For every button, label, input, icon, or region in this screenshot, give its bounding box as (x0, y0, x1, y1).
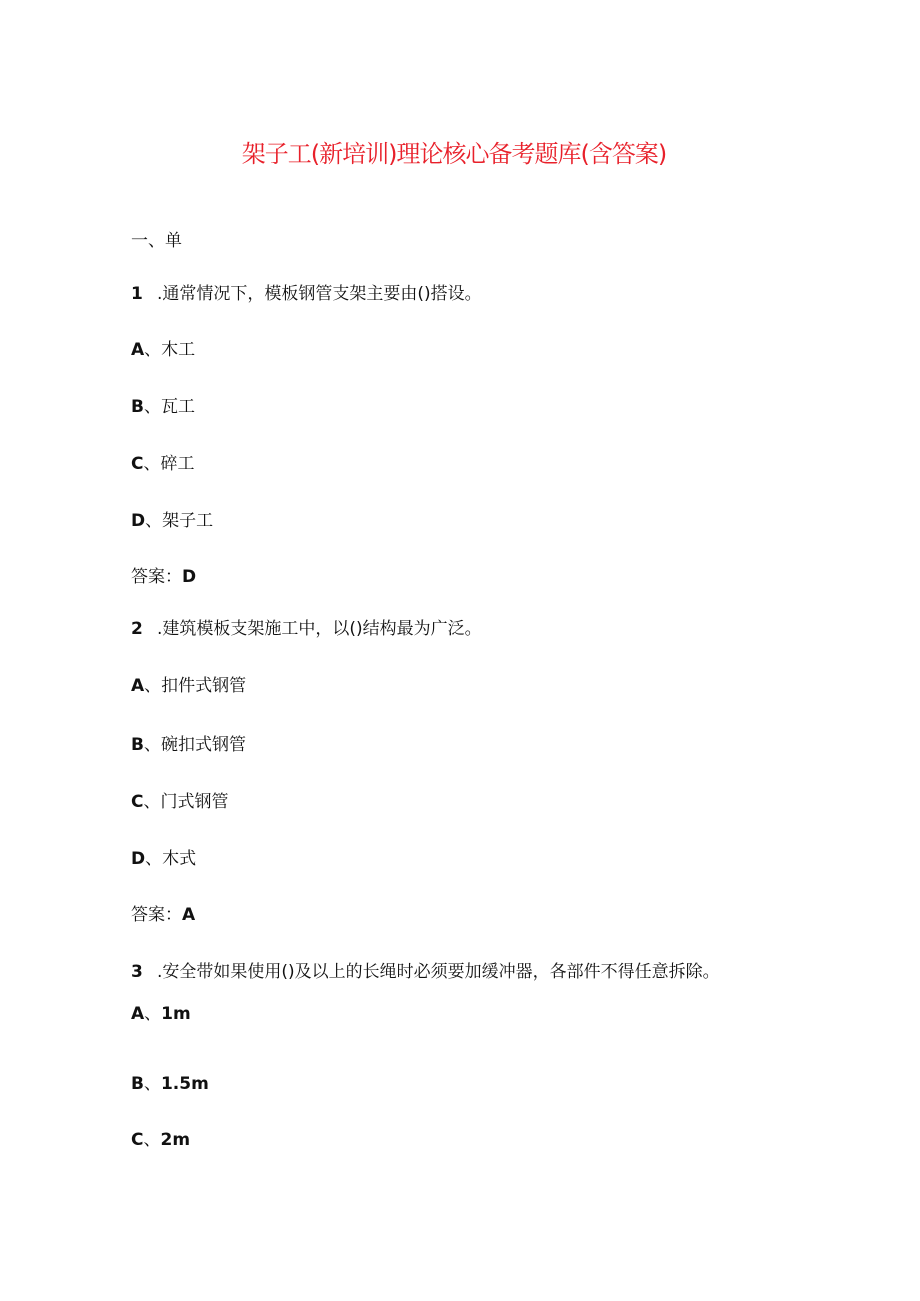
option-text: 门式钢管 (160, 792, 229, 812)
question-2 (131, 617, 482, 641)
option-letter: A (131, 1004, 145, 1024)
option-letter: C (131, 454, 144, 474)
option-text: 碎工 (160, 454, 195, 474)
option-separator: 、 (145, 511, 163, 531)
q1-option-c (131, 452, 194, 476)
q1-option-a (131, 338, 195, 362)
q2-option-a (131, 674, 246, 698)
document-title: 架子工(新培训)理论核心备考题库(含答案) (241, 140, 667, 168)
option-separator: 、 (143, 792, 161, 812)
option-text: 1.5m (160, 1074, 209, 1094)
question-number: 3 (131, 962, 143, 982)
option-text: 木式 (162, 849, 197, 869)
question-1 (131, 282, 482, 306)
option-text: 2m (160, 1130, 191, 1150)
option-text: 瓦工 (160, 397, 195, 417)
option-separator: 、 (145, 849, 163, 869)
option-letter: A (131, 676, 145, 696)
option-separator: 、 (143, 1130, 161, 1150)
option-letter: B (131, 735, 144, 755)
option-separator: 、 (144, 1004, 162, 1024)
q1-answer (131, 565, 196, 589)
option-separator: 、 (144, 340, 162, 360)
answer-value: D (182, 567, 197, 587)
q1-option-b (131, 395, 195, 419)
q3-option-b (131, 1072, 209, 1096)
option-letter: B (131, 397, 144, 417)
answer-label: 答案： (131, 905, 182, 925)
question-text: .通常情况下，模板钢管支架主要由()搭设。 (157, 284, 482, 304)
option-letter: A (131, 340, 145, 360)
q3-option-c (131, 1128, 190, 1152)
option-text: 碗扣式钢管 (160, 735, 246, 755)
question-3 (131, 960, 720, 984)
q2-option-b (131, 733, 246, 757)
option-text: 1m (161, 1004, 191, 1024)
option-text: 扣件式钢管 (161, 676, 247, 696)
answer-value: A (182, 905, 196, 925)
option-letter: B (131, 1074, 144, 1094)
q2-option-c (131, 790, 228, 814)
section-heading: 一、单 (131, 231, 182, 251)
option-text: 架子工 (162, 511, 214, 531)
answer-label: 答案： (131, 567, 182, 587)
question-number: 2 (131, 619, 143, 639)
option-text: 木工 (161, 340, 196, 360)
q2-answer (131, 903, 195, 927)
q2-option-d (131, 847, 196, 871)
option-separator: 、 (143, 397, 161, 417)
question-text: .安全带如果使用()及以上的长绳时必须要加缓冲器，各部件不得任意拆除。 (157, 962, 720, 982)
question-number: 1 (131, 284, 143, 304)
q1-option-d (131, 509, 213, 533)
q3-option-a (131, 1002, 191, 1026)
question-text: .建筑模板支架施工中，以()结构最为广泛。 (157, 619, 482, 639)
option-separator: 、 (143, 454, 161, 474)
option-letter: C (131, 1130, 144, 1150)
option-letter: D (131, 511, 146, 531)
option-letter: D (131, 849, 146, 869)
option-separator: 、 (144, 676, 162, 696)
option-letter: C (131, 792, 144, 812)
option-separator: 、 (143, 1074, 161, 1094)
option-separator: 、 (143, 735, 161, 755)
